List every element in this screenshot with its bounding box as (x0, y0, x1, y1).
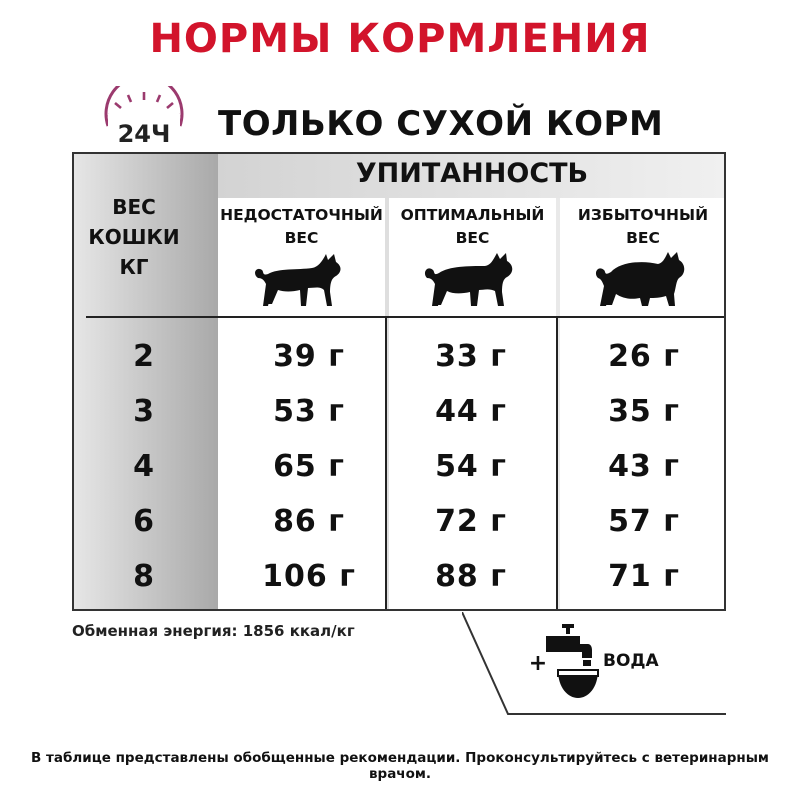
value-cell: 88 г (435, 559, 507, 594)
column-header-line: ВЕС (626, 229, 660, 247)
value-cell: 54 г (435, 449, 507, 484)
value-cell: 33 г (435, 339, 507, 374)
value-cell: 72 г (435, 504, 507, 539)
energy-note: Обменная энергия: 1856 ккал/кг (72, 622, 355, 640)
normal-cat-icon (421, 248, 521, 310)
value-cell: 26 г (608, 339, 680, 374)
column-divider (556, 316, 558, 609)
subtitle: ТОЛЬКО СУХОЙ КОРМ (218, 104, 664, 144)
weight-header (74, 192, 194, 282)
value-cell: 86 г (273, 504, 345, 539)
column-header-line: ОПТИМАЛЬНЫЙ (400, 206, 545, 224)
column-header-line: ИЗБЫТОЧНЫЙ (577, 206, 709, 224)
group-header: УПИТАННОСТЬ (355, 158, 589, 189)
weight-header-line: ВЕС (112, 195, 156, 219)
water-label: ВОДА (603, 651, 659, 671)
value-cell: 35 г (608, 394, 680, 429)
value-cell: 106 г (262, 559, 356, 594)
column-header-line: НЕДОСТАТОЧНЫЙ (220, 206, 383, 224)
value-cell: 71 г (608, 559, 680, 594)
value-cell: 65 г (273, 449, 345, 484)
column-header-line: ВЕС (455, 229, 490, 247)
water-panel (462, 612, 726, 716)
weight-cell: 3 (133, 394, 155, 429)
footnote: В таблице представлены обобщенные рекомендации. Проконсультируйтесь с ветеринарным врачом. (31, 750, 769, 782)
thin-cat-icon (250, 248, 350, 310)
value-cell: 57 г (608, 504, 680, 539)
column-header-overweight (560, 204, 726, 250)
faucet-bowl-icon (546, 624, 598, 698)
clock-label: 24Ч (117, 120, 171, 148)
value-cell: 53 г (273, 394, 345, 429)
fat-cat-icon (592, 248, 692, 310)
column-divider (385, 316, 387, 609)
plus-sign: + (528, 651, 548, 676)
weight-cell: 4 (133, 449, 155, 484)
column-header-line: ВЕС (284, 229, 319, 247)
value-cell: 44 г (435, 394, 507, 429)
weight-header-line: КОШКИ (88, 225, 180, 249)
weight-cell: 6 (133, 504, 155, 539)
clock-24h-icon (96, 86, 192, 152)
value-cell: 43 г (608, 449, 680, 484)
value-cell: 39 г (273, 339, 345, 374)
column-header-optimal (389, 204, 556, 250)
column-header-underweight (218, 204, 385, 250)
weight-cell: 8 (133, 559, 155, 594)
page-title: НОРМЫ КОРМЛЕНИЯ (149, 16, 651, 62)
weight-cell: 2 (133, 339, 155, 374)
weight-header-line: КГ (119, 255, 149, 279)
feeding-table (72, 152, 726, 611)
header-divider (86, 316, 726, 318)
